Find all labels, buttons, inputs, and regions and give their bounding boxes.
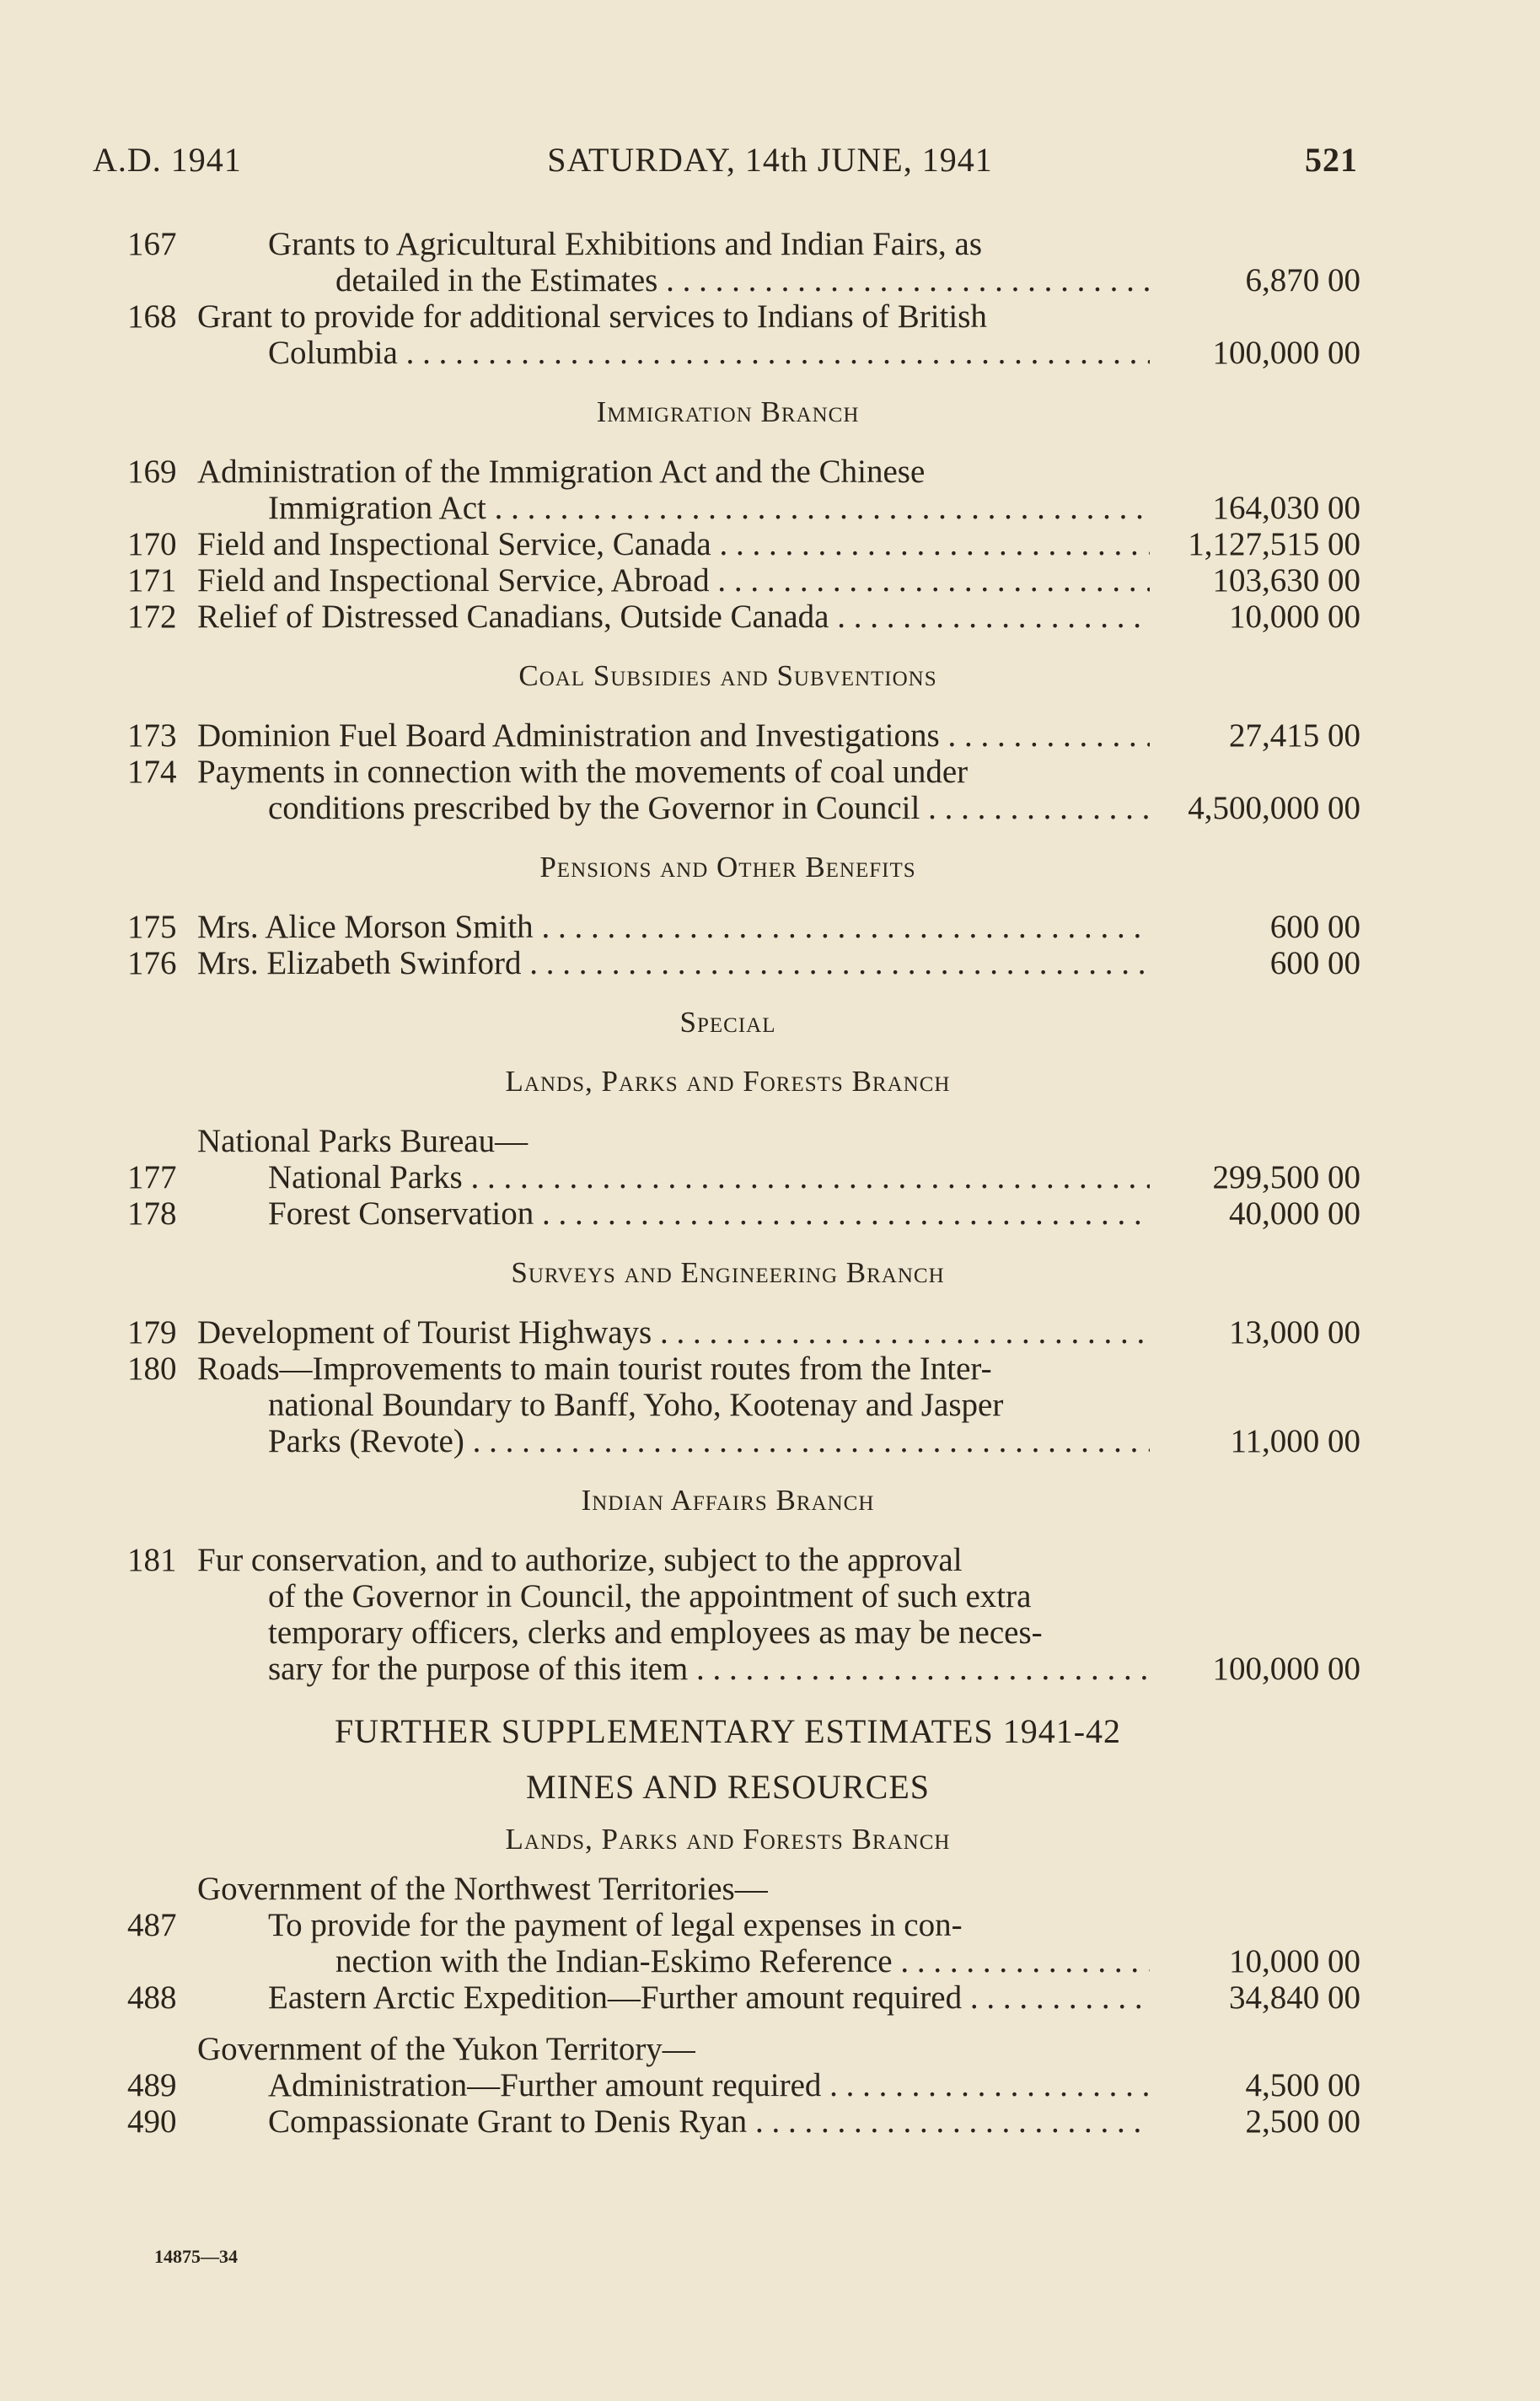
item-text: of the Governor in Council, the appointment of such extra bbox=[268, 1578, 1032, 1614]
item-number: 174 bbox=[127, 754, 177, 790]
item-number: 169 bbox=[127, 454, 177, 490]
item-amount: 299,500 00 bbox=[1212, 1159, 1360, 1195]
section-heading: Indian Affairs Branch bbox=[581, 1484, 875, 1517]
department-title: MINES AND RESOURCES bbox=[525, 1768, 931, 1806]
item-text: Field and Inspectional Service, Abroad bbox=[197, 562, 710, 599]
item-number: 489 bbox=[127, 2067, 177, 2103]
item-181 bbox=[0, 1542, 1540, 1578]
estimates-title: FURTHER SUPPLEMENTARY ESTIMATES 1941-42 bbox=[334, 1712, 1122, 1750]
item-text: Grants to Agricultural Exhibitions and Indian Fairs, as bbox=[268, 226, 983, 262]
item-text: sary for the purpose of this item bbox=[268, 1651, 689, 1687]
item-text: conditions prescribed by the Governor in Council bbox=[268, 790, 920, 826]
item-text: detailed in the Estimates bbox=[335, 262, 658, 298]
item-number: 170 bbox=[127, 526, 177, 562]
item-180-cont bbox=[0, 1387, 1540, 1423]
item-text: Eastern Arctic Expedition—Further amount required bbox=[268, 1979, 963, 2016]
item-amount: 11,000 00 bbox=[1230, 1423, 1360, 1459]
item-text: Dominion Fuel Board Administration and Investigations bbox=[197, 717, 940, 754]
item-text: Field and Inspectional Service, Canada bbox=[197, 526, 711, 562]
item-489 bbox=[0, 2067, 1540, 2103]
item-167 bbox=[0, 226, 1540, 262]
bureau-label: National Parks Bureau— bbox=[197, 1123, 529, 1159]
item-488 bbox=[0, 1979, 1540, 2016]
item-text: Forest Conservation bbox=[268, 1195, 534, 1232]
item-text: national Boundary to Banff, Yoho, Kootenay and Jasper bbox=[268, 1387, 1004, 1423]
item-text: Columbia bbox=[268, 335, 398, 371]
item-text: Development of Tourist Highways bbox=[197, 1314, 652, 1351]
section-heading: Pensions and Other Benefits bbox=[539, 851, 916, 884]
section-heading: Immigration Branch bbox=[596, 395, 860, 428]
item-181-cont bbox=[0, 1578, 1540, 1614]
item-amount: 2,500 00 bbox=[1245, 2103, 1360, 2140]
item-180-cont bbox=[0, 1423, 1540, 1459]
item-text: Immigration Act bbox=[268, 490, 486, 526]
item-text: Mrs. Alice Morson Smith bbox=[197, 909, 534, 945]
item-number: 177 bbox=[127, 1159, 177, 1195]
section-heading: Lands, Parks and Forests Branch bbox=[505, 1823, 951, 1856]
item-487 bbox=[0, 1907, 1540, 1943]
item-174 bbox=[0, 754, 1540, 790]
item-text: Roads—Improvements to main tourist routes from the Inter- bbox=[197, 1351, 992, 1387]
item-number: 180 bbox=[127, 1351, 177, 1387]
item-amount: 103,630 00 bbox=[1212, 562, 1360, 599]
item-amount: 600 00 bbox=[1269, 909, 1360, 945]
item-175 bbox=[0, 909, 1540, 945]
item-168-cont bbox=[0, 335, 1540, 371]
item-text: Administration—Further amount required bbox=[268, 2067, 822, 2103]
item-amount: 100,000 00 bbox=[1212, 1651, 1360, 1687]
item-168 bbox=[0, 298, 1540, 335]
item-amount: 34,840 00 bbox=[1229, 1979, 1360, 2016]
item-number: 179 bbox=[127, 1314, 177, 1351]
item-text: Parks (Revote) bbox=[268, 1423, 464, 1459]
subsection-label bbox=[0, 1123, 1540, 1159]
page-header bbox=[0, 140, 1540, 182]
subsection-label bbox=[0, 2031, 1540, 2067]
item-167-cont bbox=[0, 262, 1540, 298]
item-amount: 10,000 00 bbox=[1229, 599, 1360, 635]
item-amount: 164,030 00 bbox=[1212, 490, 1360, 526]
item-amount: 4,500 00 bbox=[1245, 2067, 1360, 2103]
item-176 bbox=[0, 945, 1540, 981]
item-number: 488 bbox=[127, 1979, 177, 2016]
item-number: 176 bbox=[127, 945, 177, 981]
section-heading: Surveys and Engineering Branch bbox=[511, 1256, 945, 1289]
item-169 bbox=[0, 454, 1540, 490]
government-label: Government of the Northwest Territories— bbox=[197, 1871, 768, 1907]
item-amount: 27,415 00 bbox=[1229, 717, 1360, 754]
item-number: 167 bbox=[127, 226, 177, 262]
item-490 bbox=[0, 2103, 1540, 2140]
item-text: Relief of Distressed Canadians, Outside Canada bbox=[197, 599, 829, 635]
item-179 bbox=[0, 1314, 1540, 1351]
item-number: 181 bbox=[127, 1542, 177, 1578]
header-date: SATURDAY, 14th JUNE, 1941 bbox=[547, 141, 993, 179]
item-text: National Parks bbox=[268, 1159, 463, 1195]
item-180 bbox=[0, 1351, 1540, 1387]
item-text: To provide for the payment of legal expenses in con- bbox=[268, 1907, 963, 1943]
item-number: 487 bbox=[127, 1907, 177, 1943]
section-heading: Coal Subsidies and Subventions bbox=[518, 659, 937, 692]
item-181-cont bbox=[0, 1651, 1540, 1687]
item-number: 173 bbox=[127, 717, 177, 754]
item-text: nection with the Indian-Eskimo Reference bbox=[335, 1943, 893, 1979]
item-amount: 40,000 00 bbox=[1229, 1195, 1360, 1232]
item-text: Compassionate Grant to Denis Ryan bbox=[268, 2103, 748, 2140]
estimates-list bbox=[0, 226, 1540, 2140]
item-amount: 13,000 00 bbox=[1229, 1314, 1360, 1351]
section-heading: Lands, Parks and Forests Branch bbox=[505, 1065, 951, 1098]
item-text: Payments in connection with the movements of coal under bbox=[197, 754, 969, 790]
item-169-cont bbox=[0, 490, 1540, 526]
item-number: 172 bbox=[127, 599, 177, 635]
item-181-cont bbox=[0, 1614, 1540, 1651]
page-number: 521 bbox=[1305, 141, 1358, 179]
subsection-label bbox=[0, 1871, 1540, 1907]
item-text: temporary officers, clerks and employees as may be neces- bbox=[268, 1614, 1043, 1651]
item-487-cont bbox=[0, 1943, 1540, 1979]
item-172 bbox=[0, 599, 1540, 635]
item-171 bbox=[0, 562, 1540, 599]
item-text: Grant to provide for additional services to Indians of British bbox=[197, 298, 987, 335]
item-number: 178 bbox=[127, 1195, 177, 1232]
item-174-cont bbox=[0, 790, 1540, 826]
item-amount: 1,127,515 00 bbox=[1188, 526, 1360, 562]
item-amount: 10,000 00 bbox=[1229, 1943, 1360, 1979]
government-label: Government of the Yukon Territory— bbox=[197, 2031, 695, 2067]
printer-mark: 14875—34 bbox=[154, 2246, 238, 2267]
item-text: Mrs. Elizabeth Swinford bbox=[197, 945, 522, 981]
item-text: Administration of the Immigration Act and the Chinese bbox=[197, 454, 926, 490]
item-amount: 4,500,000 00 bbox=[1188, 790, 1360, 826]
item-amount: 6,870 00 bbox=[1245, 262, 1360, 298]
item-number: 490 bbox=[127, 2103, 177, 2140]
item-amount: 600 00 bbox=[1269, 945, 1360, 981]
item-text: Fur conservation, and to authorize, subject to the approval bbox=[197, 1542, 963, 1578]
header-year: A.D. 1941 bbox=[93, 141, 242, 179]
item-number: 175 bbox=[127, 909, 177, 945]
item-178 bbox=[0, 1195, 1540, 1232]
item-number: 168 bbox=[127, 298, 177, 335]
item-amount: 100,000 00 bbox=[1212, 335, 1360, 371]
item-177 bbox=[0, 1159, 1540, 1195]
section-heading: Special bbox=[679, 1006, 776, 1039]
item-number: 171 bbox=[127, 562, 177, 599]
item-170 bbox=[0, 526, 1540, 562]
item-173 bbox=[0, 717, 1540, 754]
